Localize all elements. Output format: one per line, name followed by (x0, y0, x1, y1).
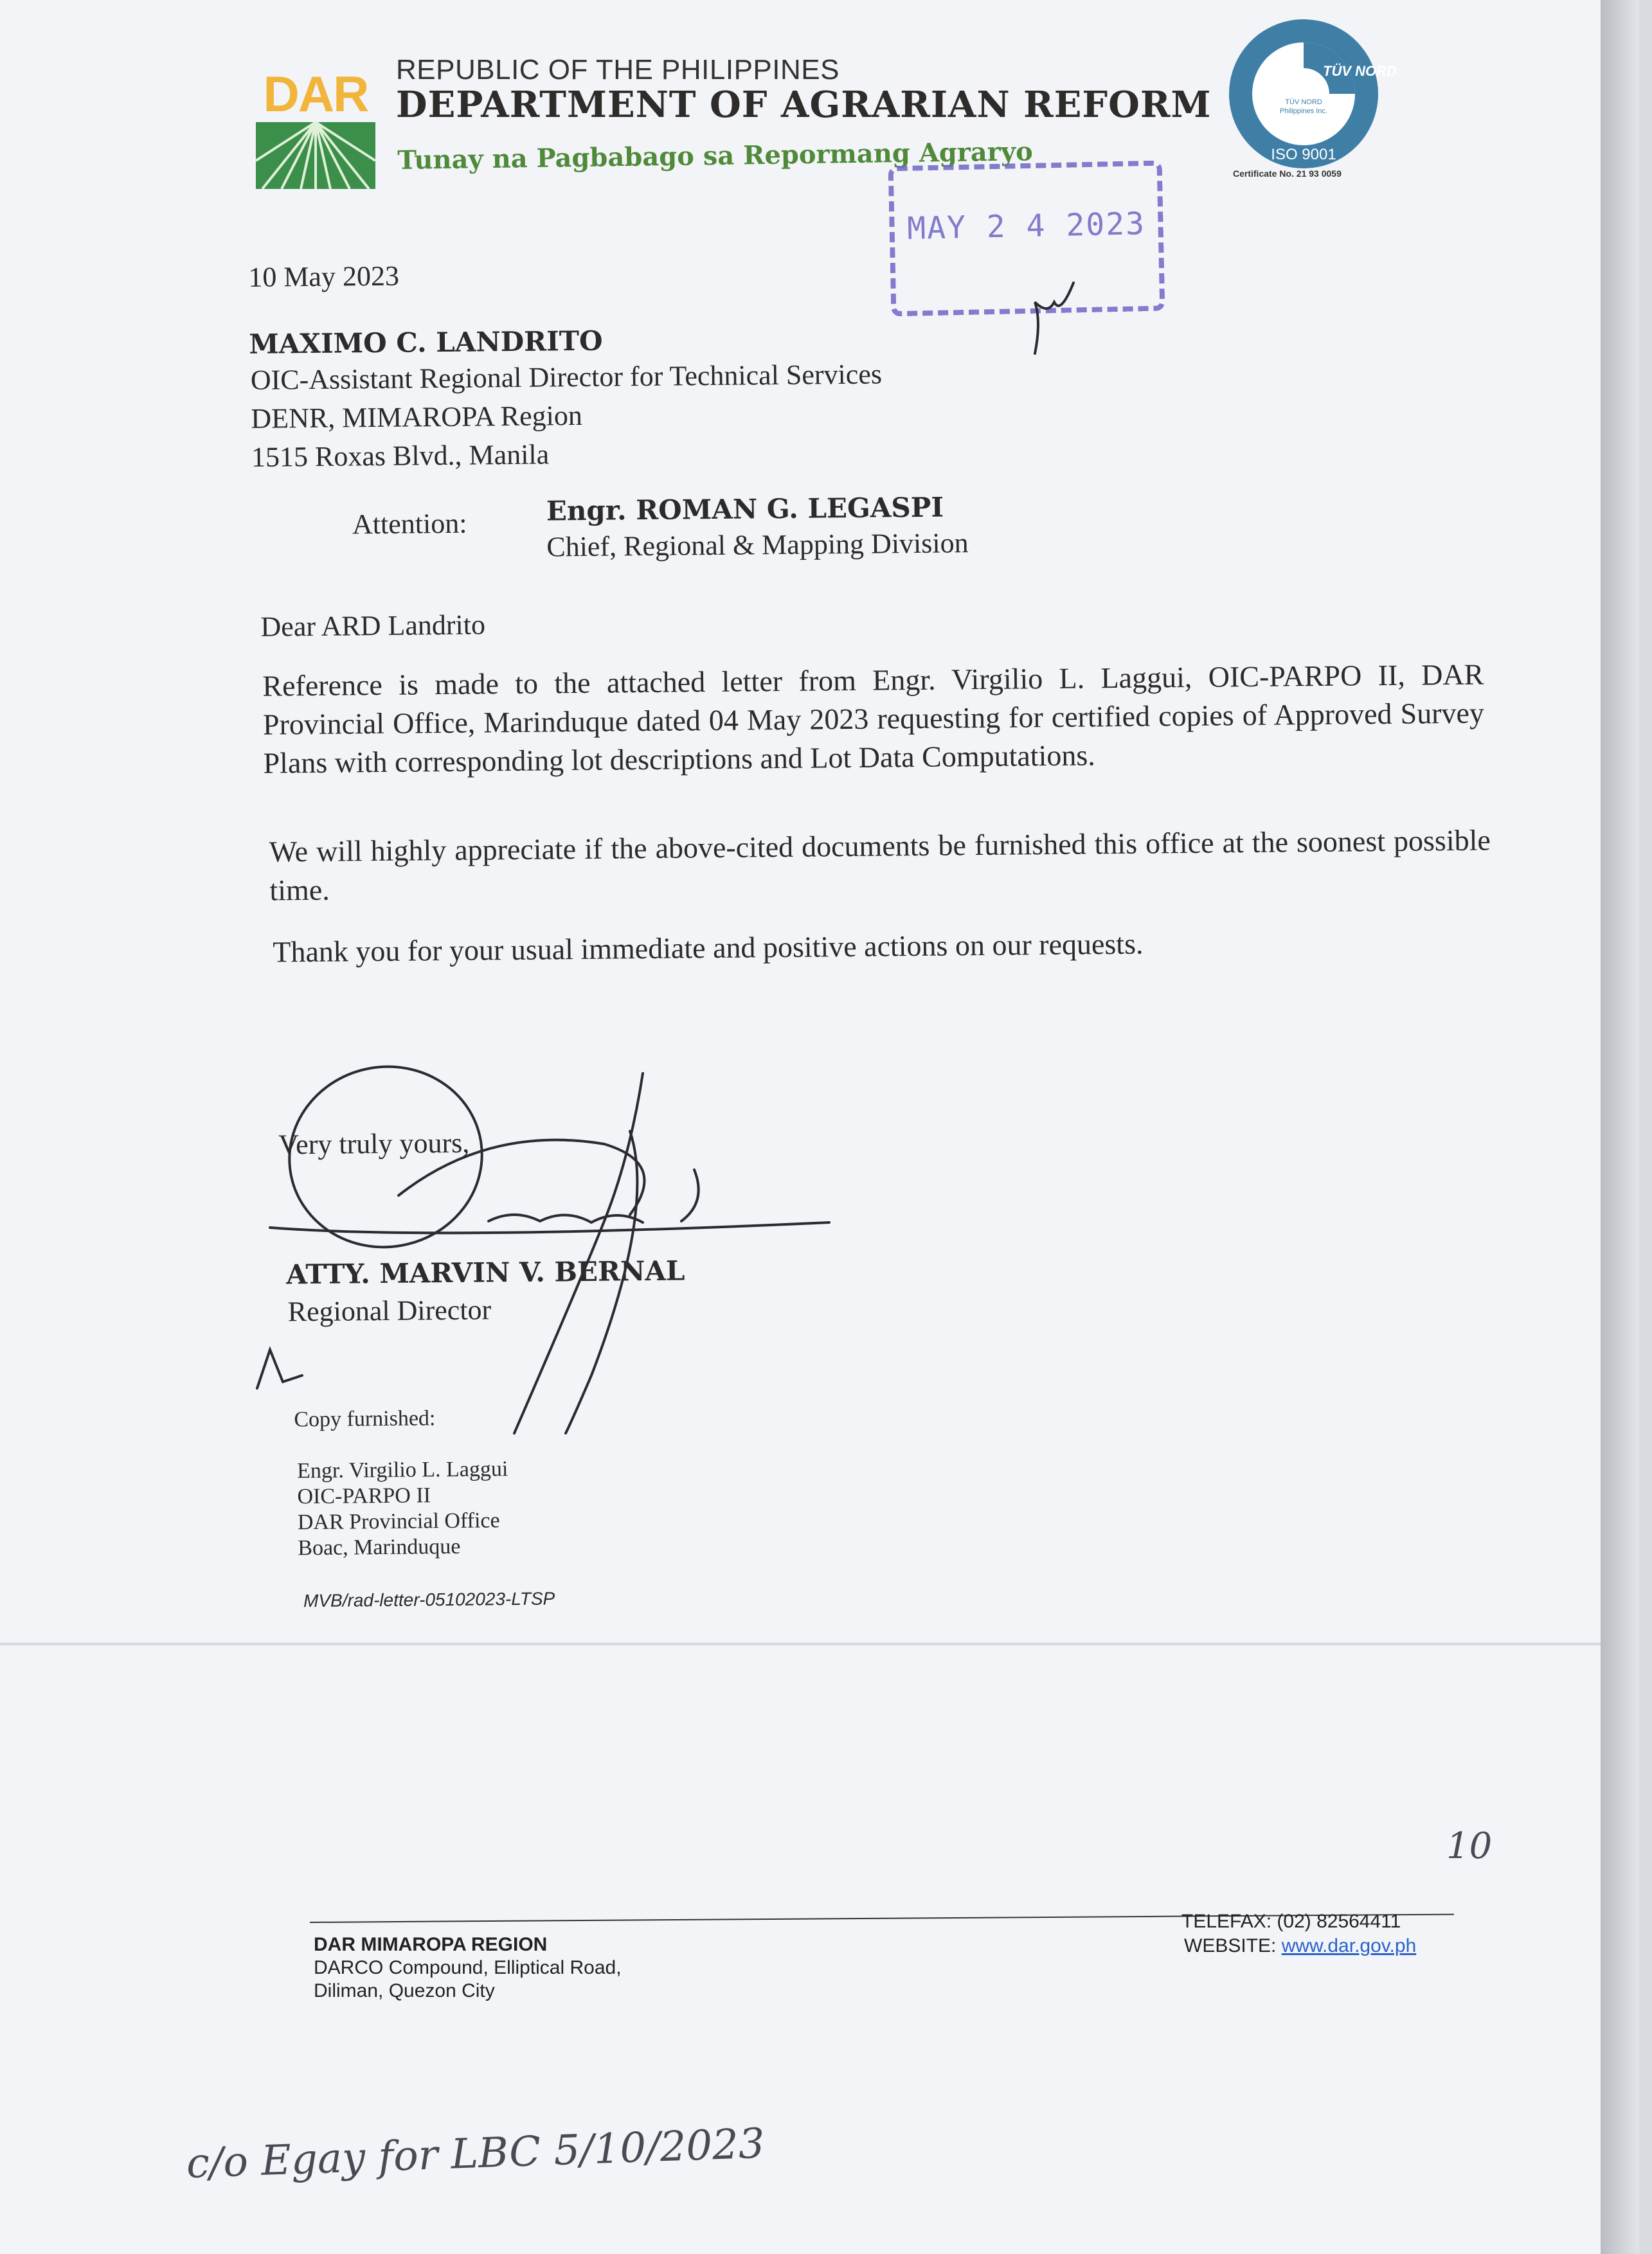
iso-sub2: Philippines Inc. (1280, 107, 1327, 115)
iso-sub1: TÜV NORD (1285, 98, 1322, 106)
handwritten-page-mark: 10 (1446, 1825, 1493, 1867)
cc-line-2: OIC-PARPO II (297, 1483, 431, 1509)
header-department: DEPARTMENT OF AGRARIAN REFORM (396, 84, 1212, 126)
header-tagline: Tunay na Pagbabago sa Repormang Agraryo (397, 136, 1034, 175)
footer-address-2: Diliman, Quezon City (314, 1980, 495, 2001)
footer-telefax: TELEFAX: (02) 82564411 (1181, 1911, 1401, 1932)
cc-line-3: DAR Provincial Office (297, 1508, 500, 1535)
certificate-number: Certificate No. 21 93 0059 (1233, 168, 1342, 179)
signatory-name: ATTY. MARVIN V. BERNAL (285, 1255, 685, 1291)
signatory-title: Regional Director (287, 1294, 492, 1328)
recipient-title: OIC-Assistant Regional Director for Technical Services (250, 358, 883, 396)
handwritten-note: c/o Egay for LBC 5/10/2023 (185, 2120, 766, 2188)
paragraph-3: Thank you for your usual immediate and positive actions on our requests. (273, 927, 1144, 969)
signature-icon (244, 1054, 848, 1453)
footer-website-label: WEBSITE: (1184, 1935, 1282, 1956)
paragraph-2: We will highly appreciate if the above-cited documents be furnished this office at the soonest possible time. (269, 823, 1491, 907)
footer-address-1: DARCO Compound, Elliptical Road, (314, 1957, 622, 1978)
stamp-date: MAY 2 4 2023 (906, 206, 1146, 247)
iso-badge (1226, 17, 1397, 171)
website-link[interactable]: www.dar.gov.ph (1281, 1935, 1417, 1956)
letter-date: 10 May 2023 (248, 260, 400, 293)
copy-furnished-label: Copy furnished: (294, 1406, 436, 1432)
recipient-name: MAXIMO C. LANDRITO (249, 325, 603, 360)
dar-logo (256, 66, 375, 189)
attention-title: Chief, Regional & Mapping Division (546, 527, 969, 563)
page-edge (1601, 0, 1639, 2254)
paragraph-1: Reference is made to the attached letter from Engr. Virgilio L. Laggui, OIC-PARPO II, DAR Provincial Office, Marinduque dated 04 May 2023 requesting for certified copies of Approved Survey Plans with corresponding lot descriptions and Lot Data Computations. (262, 657, 1485, 780)
initials-icon (1016, 264, 1093, 360)
cc-line-1: Engr. Virgilio L. Laggui (296, 1457, 508, 1483)
attention-label: Attention: (352, 507, 467, 541)
cc-line-4: Boac, Marinduque (298, 1534, 461, 1561)
dar-logo-text: DAR (263, 66, 368, 122)
footer-website (1184, 1935, 1416, 1958)
header-republic: REPUBLIC OF THE PHILIPPINES (396, 54, 839, 85)
recipient-address: 1515 Roxas Blvd., Manila (251, 438, 550, 473)
reference-code: MVB/rad-letter-05102023-LTSP (303, 1588, 555, 1611)
recipient-office: DENR, MIMAROPA Region (251, 399, 583, 434)
salutation: Dear ARD Landrito (260, 609, 486, 643)
iso-brand: TÜV NORD (1323, 63, 1397, 79)
footer-org: DAR MIMAROPA REGION (314, 1934, 548, 1955)
attention-name: Engr. ROMAN G. LEGASPI (546, 491, 944, 527)
field-rows-icon (256, 122, 375, 189)
paper-fold (0, 1642, 1601, 1646)
iso-standard: ISO 9001 (1271, 146, 1336, 163)
iso-certification-icon (1226, 17, 1397, 171)
closing: Very truly yours, (278, 1127, 470, 1161)
